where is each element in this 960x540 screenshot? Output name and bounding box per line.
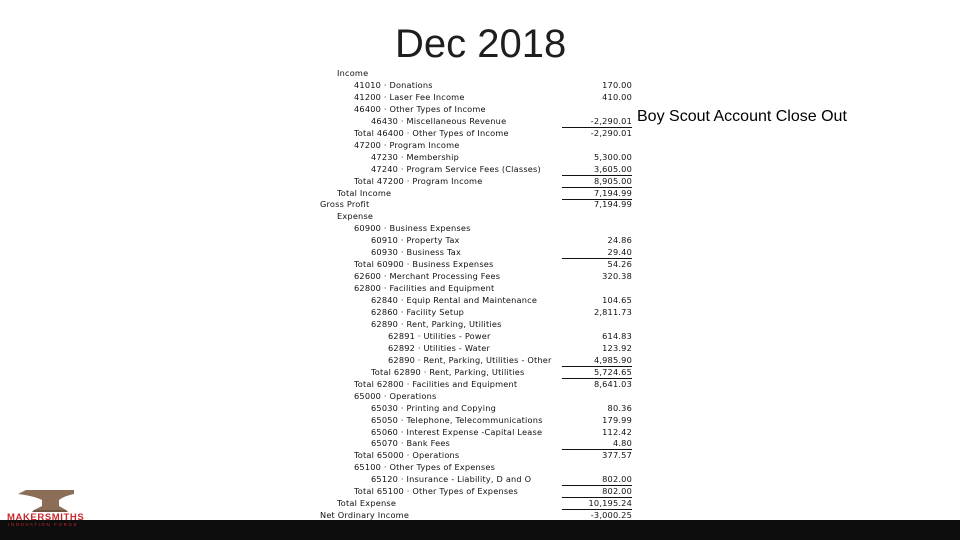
report-row — [0, 426, 960, 438]
row-amount: 410.00 — [602, 91, 632, 102]
report-row — [0, 473, 960, 485]
report-row — [0, 485, 960, 497]
row-label: 62891 · Utilities - Power — [388, 330, 491, 341]
row-label: 47240 · Program Service Fees (Classes) — [371, 163, 541, 174]
row-label: Total 65100 · Other Types of Expenses — [354, 486, 519, 497]
report-row — [0, 115, 960, 127]
row-amount: 123.92 — [602, 342, 632, 353]
row-amount: -3,000.25 — [590, 510, 632, 521]
row-amount: 8,641.03 — [593, 378, 632, 389]
row-amount: 802.00 — [602, 474, 632, 485]
row-label: 62860 · Facility Setup — [371, 307, 465, 317]
row-label: 41200 · Laser Fee Income — [354, 91, 465, 102]
logo-wordmark: MAKERSMITHS — [7, 512, 85, 523]
report-row — [0, 127, 960, 139]
report-row — [0, 151, 960, 163]
row-label: 65100 · Other Types of Expenses — [354, 462, 496, 473]
row-label: 60900 · Business Expenses — [354, 223, 471, 234]
row-label: 60930 · Business Tax — [371, 247, 462, 258]
row-label: 60910 · Property Tax — [371, 235, 460, 246]
row-amount: 5,724.65 — [593, 366, 632, 377]
row-label: 62840 · Equip Rental and Maintenance — [371, 295, 538, 306]
row-label: 65070 · Bank Fees — [371, 438, 451, 449]
report-row — [0, 91, 960, 103]
report-row — [0, 461, 960, 473]
row-label: Total 46400 · Other Types of Income — [354, 127, 509, 138]
report-row — [0, 79, 960, 91]
row-amount: 112.42 — [602, 426, 632, 437]
row-amount: 5,300.00 — [593, 151, 632, 162]
report-row — [0, 210, 960, 222]
row-amount: 802.00 — [602, 486, 632, 497]
report-row — [0, 187, 960, 199]
report-row — [0, 258, 960, 270]
row-amount: 7,194.99 — [593, 187, 632, 198]
report-row — [0, 139, 960, 151]
row-label: 65050 · Telephone, Telecommunications — [371, 414, 543, 425]
report-row — [0, 306, 960, 318]
row-amount: 24.86 — [607, 235, 632, 246]
row-amount: 10,195.24 — [588, 498, 632, 509]
row-label: Total 62800 · Facilities and Equipment — [354, 378, 518, 389]
row-label: 46430 · Miscellaneous Revenue — [371, 115, 507, 126]
row-amount: 320.38 — [602, 271, 632, 282]
row-label: Total Expense — [337, 498, 397, 509]
page-title: Dec 2018 — [395, 22, 567, 66]
row-amount: -2,290.01 — [590, 127, 632, 138]
report-row — [0, 437, 960, 449]
report-row — [0, 414, 960, 426]
report-row — [0, 294, 960, 306]
row-label: 46400 · Other Types of Income — [354, 103, 486, 114]
row-label: 65000 · Operations — [354, 390, 437, 401]
report-row — [0, 270, 960, 282]
row-amount: 179.99 — [602, 414, 632, 425]
report-row — [0, 163, 960, 175]
report-row — [0, 378, 960, 390]
side-note: Boy Scout Account Close Out — [637, 108, 847, 125]
report-row — [0, 246, 960, 258]
row-label: 62600 · Merchant Processing Fees — [354, 271, 501, 282]
row-amount: 80.36 — [607, 402, 632, 413]
row-label: Total Income — [337, 187, 392, 198]
row-label: 47200 · Program Income — [354, 139, 460, 150]
report-row — [0, 318, 960, 330]
row-label: Total 47200 · Program Income — [354, 175, 483, 186]
row-label: 47230 · Membership — [371, 151, 460, 162]
report-row — [0, 222, 960, 234]
row-amount: 8,905.00 — [593, 175, 632, 186]
row-amount: 614.83 — [602, 330, 632, 341]
row-label: 65120 · Insurance - Liability, D and O — [371, 474, 532, 485]
row-amount: 29.40 — [607, 247, 632, 258]
row-label: 41010 · Donations — [354, 79, 433, 90]
report-row — [0, 342, 960, 354]
row-amount: 3,605.00 — [593, 163, 632, 174]
row-label: 62892 · Utilities - Water — [388, 342, 491, 353]
row-amount: 4.80 — [612, 438, 632, 449]
logo-tagline: INNOVATION FORGE — [8, 522, 79, 527]
row-amount: 2,811.73 — [593, 307, 632, 317]
row-label: 65030 · Printing and Copying — [371, 402, 496, 413]
row-label: Total 65000 · Operations — [354, 450, 460, 461]
report-row — [0, 402, 960, 414]
report-row — [0, 449, 960, 461]
row-label: Total 62890 · Rent, Parking, Utilities — [371, 366, 525, 377]
report-row — [0, 497, 960, 509]
row-label: Income — [337, 68, 369, 78]
report-row — [0, 354, 960, 366]
row-label: 62800 · Facilities and Equipment — [354, 283, 495, 294]
report-row — [0, 175, 960, 187]
report-row — [0, 330, 960, 342]
row-label: Net Ordinary Income — [320, 510, 410, 521]
row-label: Expense — [337, 211, 374, 222]
report-row — [0, 67, 960, 79]
row-amount: 170.00 — [602, 79, 632, 90]
report-row — [0, 103, 960, 115]
footer-bar — [0, 520, 960, 540]
row-label: 62890 · Rent, Parking, Utilities — [371, 318, 502, 329]
row-amount: 104.65 — [602, 295, 632, 306]
row-label: Total 60900 · Business Expenses — [354, 259, 494, 270]
row-label: Gross Profit — [320, 199, 370, 210]
report-row — [0, 282, 960, 294]
row-label: 62890 · Rent, Parking, Utilities - Other — [388, 354, 552, 365]
report-row — [0, 366, 960, 378]
row-amount: 54.26 — [607, 259, 632, 270]
report-row — [0, 234, 960, 246]
row-amount: 7,194.99 — [593, 199, 632, 210]
row-amount: -2,290.01 — [590, 115, 632, 126]
row-amount: 4,985.90 — [593, 354, 632, 365]
row-label: 65060 · Interest Expense -Capital Lease — [371, 426, 543, 437]
report-row — [0, 390, 960, 402]
report-row — [0, 198, 960, 210]
row-amount: 377.57 — [602, 450, 632, 461]
